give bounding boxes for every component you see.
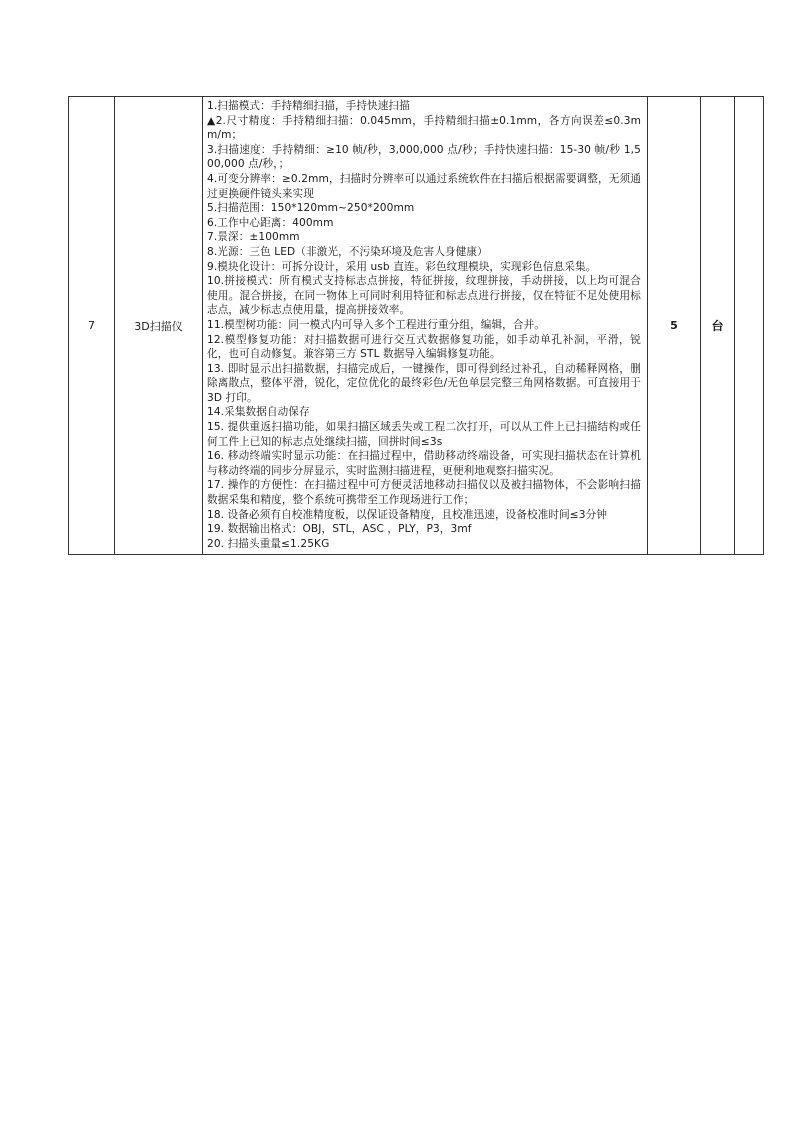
spec-list — [207, 99, 641, 551]
spec-line: 11.模型树功能：同一模式内可导入多个工程进行重分组，编辑，合并。 — [207, 318, 545, 331]
spec-line: 18. 设备必须有自校准精度板，以保证设备精度，且校准迅速，设备校准时间≤3分钟 — [207, 508, 608, 521]
spec-line: 16. 移动终端实时显示功能：在扫描过程中，借助移动终端设备，可实现扫描状态在计算机与移动终端的同步分屏显示，实时监测扫描进程，更便利地观察扫描实况。 — [207, 450, 641, 477]
spec-line: 15. 提供重返扫描功能，如果扫描区域丢失或工程二次打开，可以从工件上已扫描结构或任何工件上已知的标志点处继续扫描，回拼时间≤3s — [207, 421, 641, 448]
spec-line: 10.拼接模式：所有模式支持标志点拼接，特征拼接，纹理拼接，手动拼接，以上均可混合使用。混合拼接，在同一物体上可同时利用特征和标志点进行拼接，仅在特征不足处使用标志点，减少标志点使用量，提高拼接效率。 — [207, 275, 641, 317]
spec-line: 20. 扫描头重量≤1.25KG — [207, 537, 330, 550]
spec-line: 13. 即时显示出扫描数据，扫描完成后，一键操作，即可得到经过补孔，自动稀释网格，删除离散点，整体平滑，锐化，定位优化的最终彩色/无色单层完整三角网格数据。可直接用于 3D 打印。 — [207, 362, 641, 404]
item-unit-cell: 台 — [701, 97, 735, 555]
item-extra-cell — [735, 97, 764, 555]
spec-line: 5.扫描范围：150*120mm~250*200mm — [207, 202, 415, 215]
spec-line: 6.工作中心距离：400mm — [207, 216, 334, 229]
spec-line: 14.采集数据自动保存 — [207, 406, 310, 419]
spec-line: 19. 数据输出格式：OBJ，STL，ASC ，PLY，P3，3mf — [207, 523, 472, 536]
item-spec-cell — [203, 97, 648, 555]
spec-line: ▲2.尺寸精度：手持精细扫描：0.045mm，手持精细扫描±0.1mm，各方向误差≤0.3mm/m； — [207, 114, 641, 142]
item-quantity-cell: 5 — [648, 97, 701, 555]
spec-line: 4.可变分辨率：≥0.2mm，扫描时分辨率可以通过系统软件在扫描后根据需要调整，无须通过更换硬件镜头来实现 — [207, 172, 641, 200]
spec-line: 17. 操作的方便性：在扫描过程中可方便灵活地移动扫描仪以及被扫描物体，不会影响扫描数据采集和精度，整个系统可携带至工作现场进行工作； — [207, 479, 641, 507]
item-index-cell: 7 — [69, 97, 115, 555]
spec-line: 12.模型修复功能：对扫描数据可进行交互式数据修复功能，如手动单孔补洞，平滑，锐化，也可自动修复。兼容第三方 STL 数据导入编辑修复功能。 — [207, 333, 641, 361]
spec-line: 7.景深：±100mm — [207, 231, 300, 244]
table-row — [69, 97, 764, 555]
spec-line: 1.扫描模式：手持精细扫描，手持快速扫描 — [207, 100, 410, 112]
spec-line: 8.光源：三色 LED（非激光，不污染环境及危害人身健康） — [207, 245, 488, 258]
spec-line: 3.扫描速度：手持精细：≥10 帧/秒，3,000,000 点/秒；手持快速扫描：15-30 帧/秒 1,500,000 点/秒，； — [207, 143, 641, 171]
item-name-cell: 3D扫描仪 — [115, 97, 203, 555]
equipment-spec-table — [68, 96, 764, 555]
spec-line: 9.模块化设计：可拆分设计，采用 usb 直连。彩色纹理模块，实现彩色信息采集。 — [207, 260, 597, 273]
